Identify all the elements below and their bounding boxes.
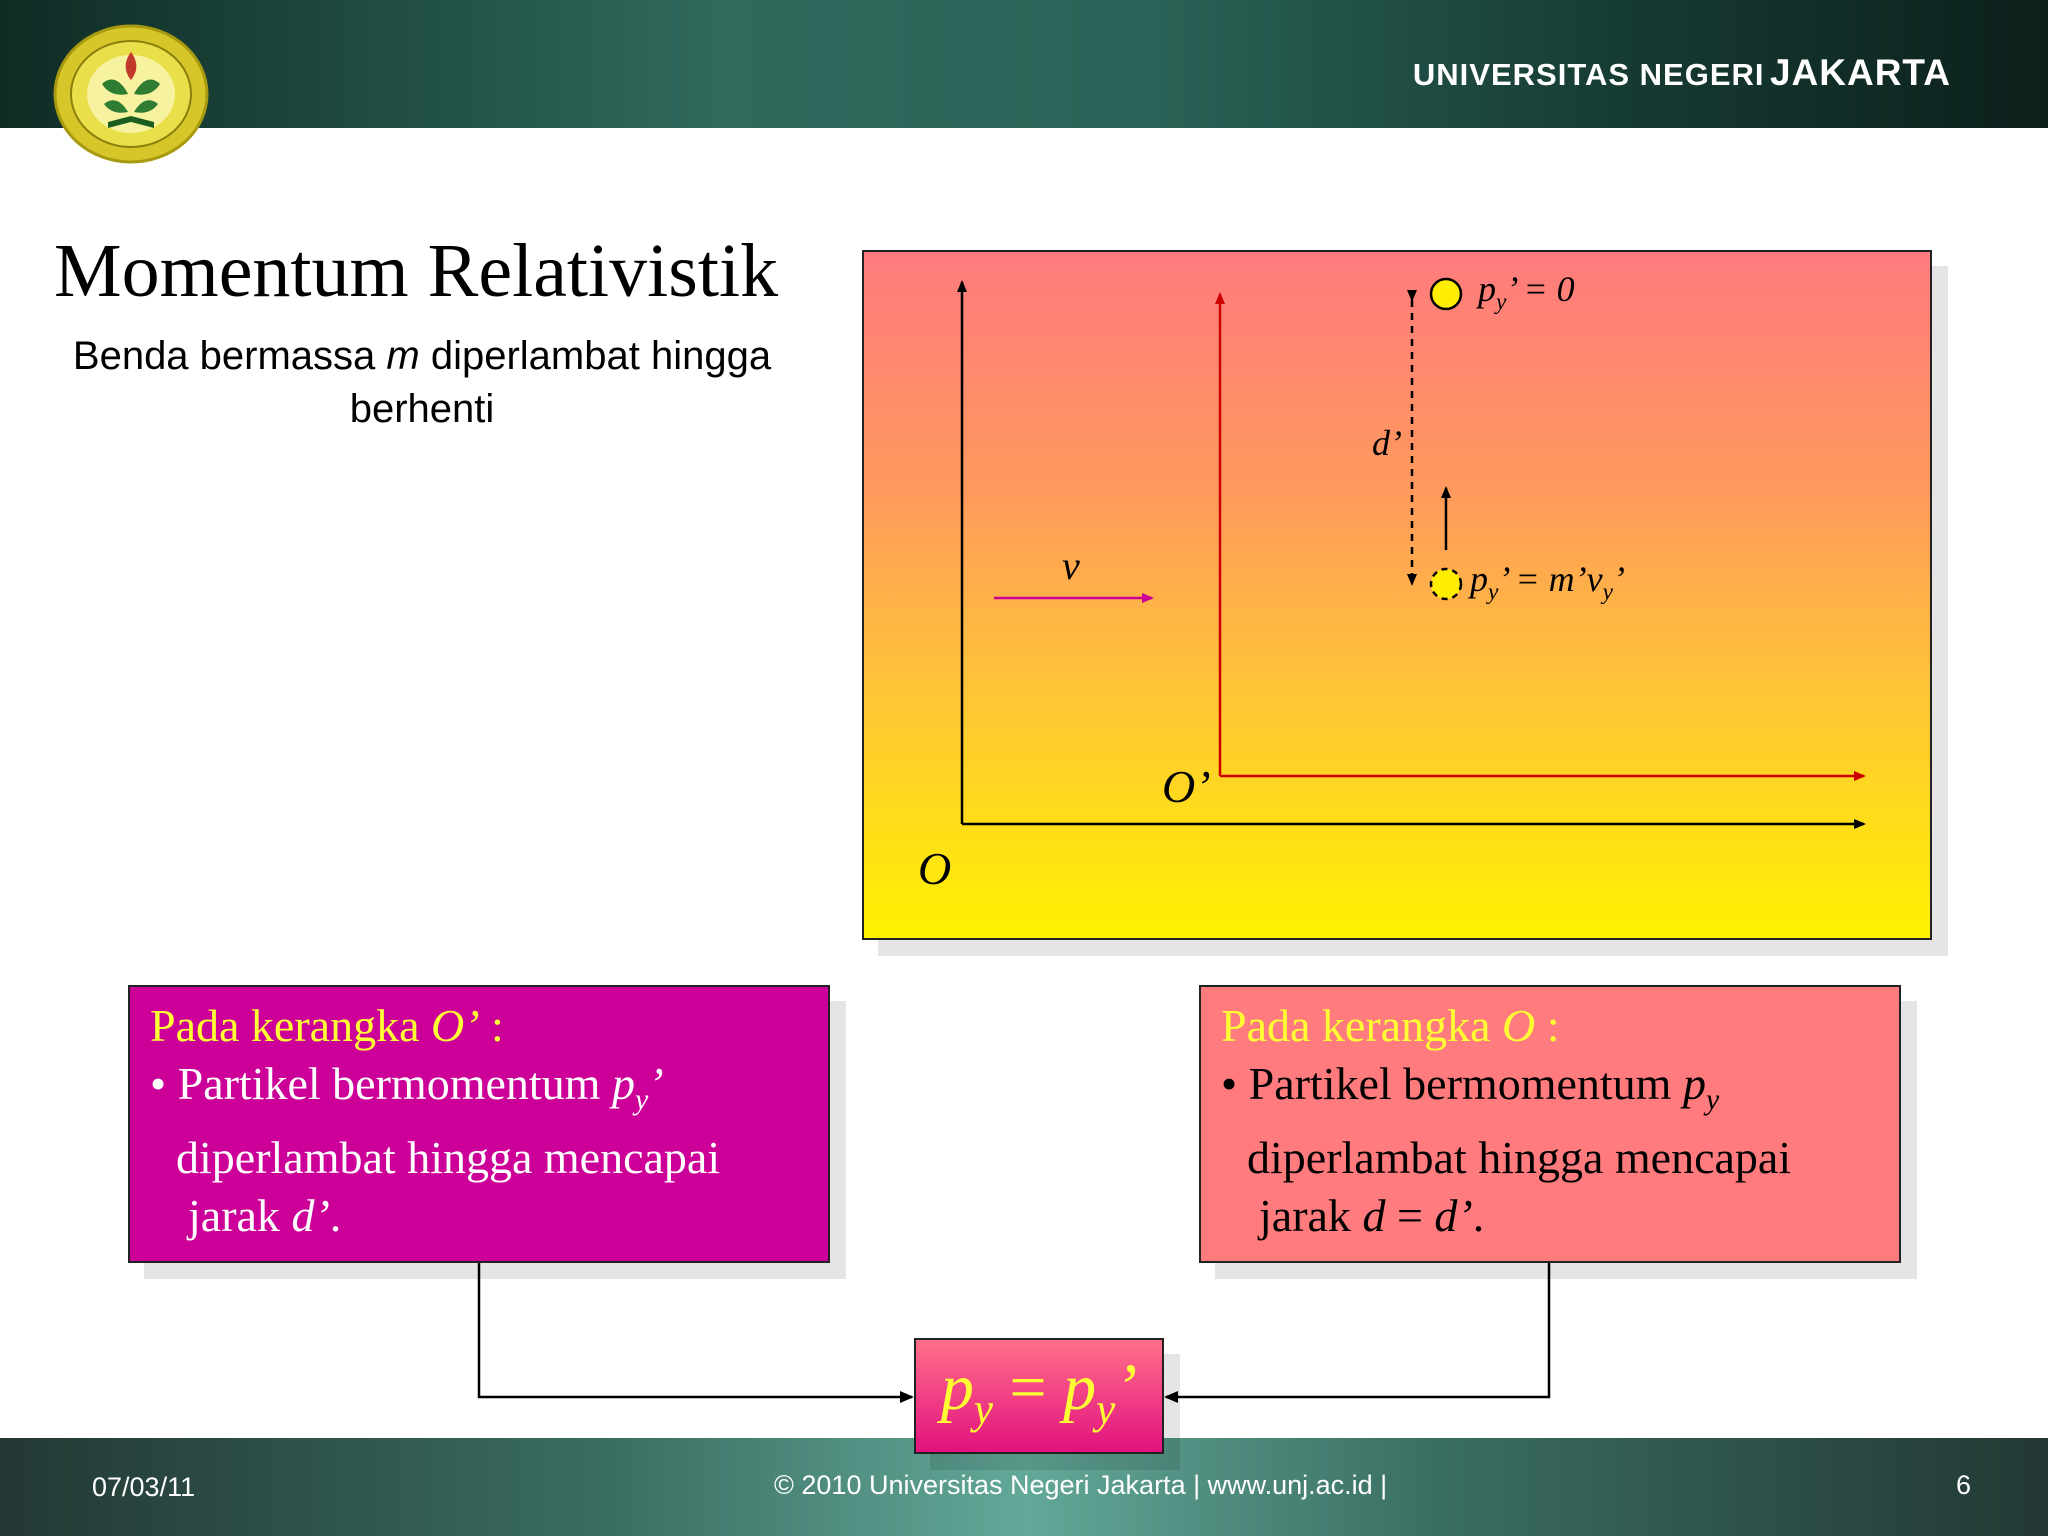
left-line3-var: d’: [291, 1190, 330, 1242]
right-bullet: • Partikel bermomentum: [1221, 1058, 1683, 1109]
brand-prefix: UNIVERSITAS NEGERI: [1412, 57, 1765, 92]
left-var-prime: ’: [648, 1058, 664, 1109]
left-line-2: diperlambat hingga mencapai: [176, 1132, 721, 1184]
left-head-end: :: [479, 1000, 504, 1051]
subtitle-text-1: Benda bermassa: [72, 334, 387, 378]
label-bottom-p: p: [1470, 559, 1488, 599]
right-var-sub: y: [1705, 1083, 1720, 1117]
connector-right: [1166, 1263, 1549, 1397]
label-top-p: p: [1478, 269, 1496, 309]
result-sub: y: [973, 1386, 993, 1434]
right-head-text: Pada kerangka: [1221, 1000, 1502, 1051]
right-line3-mid: =: [1385, 1190, 1435, 1242]
right-head-var: O: [1502, 1000, 1536, 1051]
label-o: O: [918, 843, 952, 894]
left-var-sub: y: [634, 1083, 649, 1117]
left-head-text: Pada kerangka: [150, 1000, 431, 1051]
result-p2: p: [1063, 1351, 1097, 1424]
footer-copyright: © 2010 Universitas Negeri Jakarta | www.unj.ac.id |: [774, 1470, 1388, 1500]
label-d-prime: d’: [1372, 423, 1402, 463]
brand-name: JAKARTA: [1769, 52, 1951, 93]
left-var-p: p: [611, 1058, 635, 1109]
label-bottom-mid: ’ = m’v: [1498, 559, 1603, 599]
right-line3-end: .: [1472, 1190, 1485, 1242]
left-line3-end: .: [329, 1190, 342, 1242]
right-var-p: p: [1682, 1058, 1706, 1109]
right-line3-text: jarak: [1259, 1190, 1363, 1242]
label-bottom-sub2: y: [1602, 579, 1614, 606]
result-equation-box: [914, 1338, 1164, 1454]
result-prime: ’: [1115, 1351, 1138, 1424]
right-line-2: diperlambat hingga mencapai: [1247, 1132, 1792, 1184]
slide-title: Momentum Relativistik: [54, 229, 779, 313]
subtitle-line-2: berhenti: [349, 387, 495, 431]
result-p: p: [940, 1351, 974, 1424]
label-o-prime: O’: [1162, 761, 1211, 812]
label-top-sub: y: [1496, 289, 1507, 316]
result-eq: =: [992, 1351, 1064, 1424]
connector-left: [479, 1263, 912, 1397]
right-line3-var2: d’: [1434, 1190, 1473, 1242]
left-line3-text: jarak: [188, 1190, 292, 1242]
label-top-rest: ’ = 0: [1506, 269, 1575, 309]
right-line3-var: d: [1362, 1190, 1386, 1242]
footer-date: 07/03/11: [92, 1472, 196, 1502]
subtitle-text-2: diperlambat hingga: [419, 334, 772, 378]
left-head-var: O’: [431, 1000, 480, 1051]
right-head-end: :: [1535, 1000, 1560, 1051]
label-bottom-sub: y: [1488, 579, 1499, 606]
label-bottom-end: ’: [1613, 559, 1626, 599]
result-sub2: y: [1096, 1386, 1116, 1434]
label-v: v: [1062, 543, 1080, 588]
left-bullet: • Partikel bermomentum: [150, 1058, 612, 1109]
footer-page-number: 6: [1956, 1470, 1972, 1500]
subtitle-var-m: m: [386, 334, 420, 378]
